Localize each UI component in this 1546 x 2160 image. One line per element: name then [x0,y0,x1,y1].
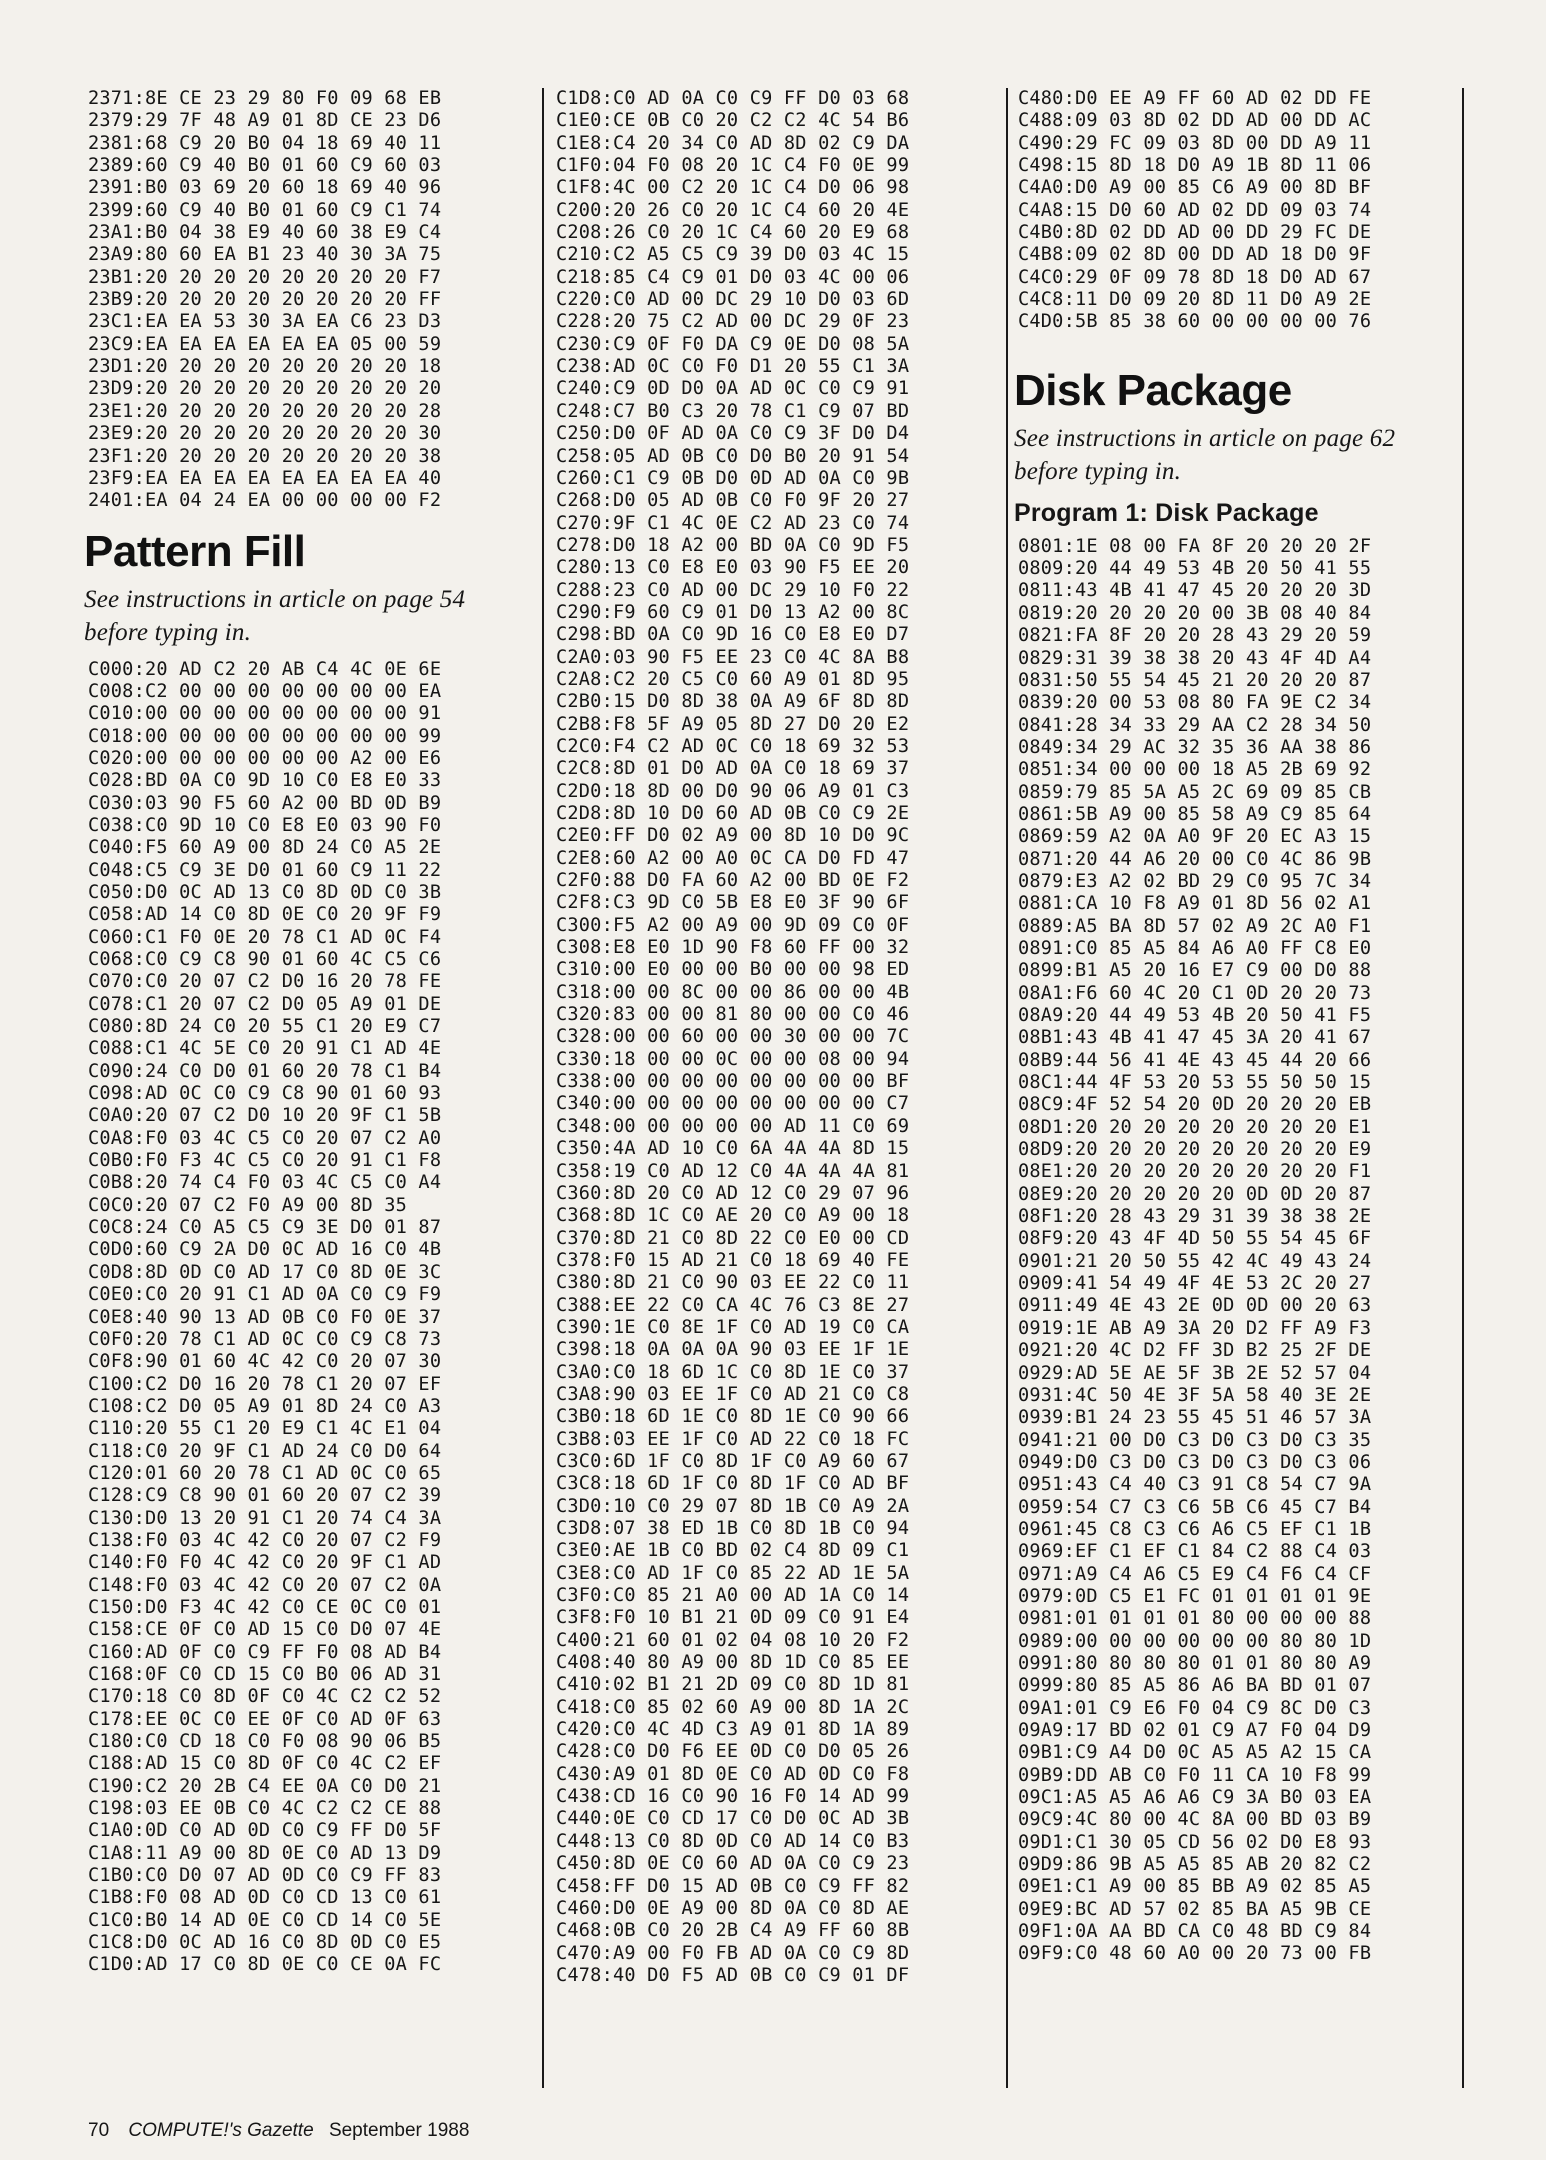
code-line: C0C8:24 C0 A5 C5 C9 3E D0 01 87 [88,1217,442,1239]
code-line: C1E0:CE 0B C0 20 C2 C2 4C 54 B6 [556,110,910,132]
code-line: 2401:EA 04 24 EA 00 00 00 00 F2 [88,490,442,512]
code-line: C428:C0 D0 F6 EE 0D C0 D0 05 26 [556,1741,910,1763]
code-line: C238:AD 0C C0 F0 D1 20 55 C1 3A [556,356,910,378]
code-line: C0A0:20 07 C2 D0 10 20 9F C1 5B [88,1105,442,1127]
code-line: 2399:60 C9 40 B0 01 60 C9 C1 74 [88,199,442,221]
code-line: C200:20 26 C0 20 1C C4 60 20 4E [556,199,910,221]
pattern-fill-listing-end [1018,88,1458,334]
code-line: 23B1:20 20 20 20 20 20 20 20 F7 [88,266,442,288]
code-line: C008:C2 00 00 00 00 00 00 00 EA [88,680,442,702]
code-line: C3F0:C0 85 21 A0 00 AD 1A C0 14 [556,1585,910,1607]
code-line: C110:20 55 C1 20 E9 C1 4C E1 04 [88,1418,442,1440]
code-line: C2D8:8D 10 D0 60 AD 0B C0 C9 2E [556,803,910,824]
code-line: 23D9:20 20 20 20 20 20 20 20 20 [88,378,442,400]
code-line: C3B0:18 6D 1E C0 8D 1E C0 90 66 [556,1406,910,1428]
code-line: 0859:79 85 5A A5 2C 69 09 85 CB [1018,781,1372,803]
code-line: C2C0:F4 C2 AD 0C C0 18 69 32 53 [556,735,910,757]
code-line: 09A9:17 BD 02 01 C9 A7 F0 04 D9 [1018,1720,1372,1741]
code-line: C280:13 C0 E8 E0 03 90 F5 EE 20 [556,557,910,579]
code-line: C090:24 C0 D0 01 60 20 78 C1 B4 [88,1060,442,1082]
code-line: C3D8:07 38 ED 1B C0 8D 1B C0 94 [556,1518,910,1539]
code-line: 2381:68 C9 20 B0 04 18 69 40 11 [88,132,442,154]
code-line: C080:8D 24 C0 20 55 C1 20 E9 C7 [88,1016,442,1038]
code-line: C480:D0 EE A9 FF 60 AD 02 DD FE [1018,88,1372,109]
code-line: C3F8:F0 10 B1 21 0D 09 C0 91 E4 [556,1607,910,1629]
code-line: 09C9:4C 80 00 4C 8A 00 BD 03 B9 [1018,1809,1372,1831]
code-line: 0941:21 00 D0 C3 D0 C3 D0 C3 35 [1018,1429,1372,1451]
code-line: C1D8:C0 AD 0A C0 C9 FF D0 03 68 [556,88,910,109]
code-line: C0D8:8D 0D C0 AD 17 C0 8D 0E 3C [88,1261,442,1283]
code-line: C3A8:90 03 EE 1F C0 AD 21 C0 C8 [556,1383,910,1405]
code-line: C0F0:20 78 C1 AD 0C C0 C9 C8 73 [88,1328,442,1350]
code-line: C228:20 75 C2 AD 00 DC 29 0F 23 [556,311,910,333]
code-line: 23A9:80 60 EA B1 23 40 30 3A 75 [88,244,442,266]
code-line: C260:C1 C9 0B D0 0D AD 0A C0 9B [556,467,910,489]
code-line: C278:D0 18 A2 00 BD 0A C0 9D F5 [556,534,910,556]
code-line: C2F8:C3 9D C0 5B E8 E0 3F 90 6F [556,892,910,914]
code-line: C438:CD 16 C0 90 16 F0 14 AD 99 [556,1786,910,1808]
code-line: 0821:FA 8F 20 20 28 43 29 20 59 [1018,625,1372,647]
code-line: C0C0:20 07 C2 F0 A9 00 8D 35 [88,1194,408,1216]
code-line: C2C8:8D 01 D0 AD 0A C0 18 69 37 [556,758,910,780]
code-line: C158:CE 0F C0 AD 15 C0 D0 07 4E [88,1619,442,1641]
column-divider [1006,88,1008,2088]
code-line: C488:09 03 8D 02 DD AD 00 DD AC [1018,110,1372,132]
code-line: C288:23 C0 AD 00 DC 29 10 F0 22 [556,579,910,601]
column-right [1014,88,1458,1966]
code-line: C160:AD 0F C0 C9 FF F0 08 AD B4 [88,1641,442,1663]
code-line: 0879:E3 A2 02 BD 29 C0 95 7C 34 [1018,870,1372,892]
code-line: 23E9:20 20 20 20 20 20 20 20 30 [88,423,442,445]
code-line: C3A0:C0 18 6D 1C C0 8D 1E C0 37 [556,1361,910,1383]
column-middle [556,88,996,1987]
code-line: 0931:4C 50 4E 3F 5A 58 40 3E 2E [1018,1384,1372,1406]
code-line: C4B8:09 02 8D 00 DD AD 18 D0 9F [1018,244,1372,266]
code-line: C248:C7 B0 C3 20 78 C1 C9 07 BD [556,400,910,422]
code-line: C350:4A AD 10 C0 6A 4A 4A 8D 15 [556,1138,910,1160]
program-name: Disk Package [1155,498,1319,527]
code-line: C108:C2 D0 05 A9 01 8D 24 C0 A3 [88,1395,442,1417]
pattern-fill-listing [88,659,528,1977]
code-line: C308:E8 E0 1D 90 F8 60 FF 00 32 [556,937,910,959]
code-line: C188:AD 15 C0 8D 0F C0 4C C2 EF [88,1753,442,1775]
code-line: 09E1:C1 A9 00 85 BB A9 02 85 A5 [1018,1876,1372,1898]
code-line: C450:8D 0E C0 60 AD 0A C0 C9 23 [556,1853,910,1875]
code-line: 09E9:BC AD 57 02 85 BA A5 9B CE [1018,1898,1372,1920]
code-line: C3C8:18 6D 1F C0 8D 1F C0 AD BF [556,1473,910,1495]
code-line: 0971:A9 C4 A6 C5 E9 C4 F6 C4 CF [1018,1563,1372,1585]
code-line: C378:F0 15 AD 21 C0 18 69 40 FE [556,1249,910,1271]
code-line: C240:C9 0D D0 0A AD 0C C0 C9 91 [556,378,910,400]
code-line: C478:40 D0 F5 AD 0B C0 C9 01 DF [556,1964,910,1986]
code-line: 23C9:EA EA EA EA EA EA 05 00 59 [88,333,442,355]
code-line: 08E1:20 20 20 20 20 20 20 20 F1 [1018,1161,1372,1183]
code-line: C070:C0 20 07 C2 D0 16 20 78 FE [88,971,442,993]
pattern-fill-listing-continued [556,88,996,1987]
code-line: C4D0:5B 85 38 60 00 00 00 00 76 [1018,311,1372,333]
code-line: C210:C2 A5 C5 C9 39 D0 03 4C 15 [556,244,910,266]
code-line: C1A8:11 A9 00 8D 0E C0 AD 13 D9 [88,1842,442,1864]
code-line: C148:F0 03 4C 42 C0 20 07 C2 0A [88,1574,442,1596]
code-line: C100:C2 D0 16 20 78 C1 20 07 EF [88,1373,442,1395]
code-line: C218:85 C4 C9 01 D0 03 4C 00 06 [556,266,910,288]
code-line: C328:00 00 60 00 00 30 00 00 7C [556,1026,910,1048]
code-line: 0949:D0 C3 D0 C3 D0 C3 D0 C3 06 [1018,1451,1372,1473]
code-line: 0909:41 54 49 4F 4E 53 2C 20 27 [1018,1273,1372,1295]
code-line: 23C1:EA EA 53 30 3A EA C6 23 D3 [88,311,442,333]
code-line: 08B1:43 4B 41 47 45 3A 20 41 67 [1018,1027,1372,1049]
code-line: C340:00 00 00 00 00 00 00 00 C7 [556,1093,910,1115]
code-line: 0861:5B A9 00 85 58 A9 C9 85 64 [1018,803,1372,825]
code-line: 0981:01 01 01 01 80 00 00 00 88 [1018,1608,1372,1630]
code-line: C2E0:FF D0 02 A9 00 8D 10 D0 9C [556,825,910,847]
code-line: C258:05 AD 0B C0 D0 B0 20 91 54 [556,445,910,467]
code-line: C368:8D 1C C0 AE 20 C0 A9 00 18 [556,1205,910,1227]
code-line: C300:F5 A2 00 A9 00 9D 09 C0 0F [556,914,910,936]
code-line: C318:00 00 8C 00 00 86 00 00 4B [556,981,910,1003]
code-line: 2391:B0 03 69 20 60 18 69 40 96 [88,177,442,199]
code-line: 23D1:20 20 20 20 20 20 20 20 18 [88,356,442,378]
code-line: C010:00 00 00 00 00 00 00 00 91 [88,703,442,725]
code-line: C0B0:F0 F3 4C C5 C0 20 91 C1 F8 [88,1150,442,1172]
code-line: C1B8:F0 08 AD 0D C0 CD 13 C0 61 [88,1887,442,1909]
code-line: 0991:80 80 80 80 01 01 80 80 A9 [1018,1652,1372,1674]
code-line: C0E8:40 90 13 AD 0B C0 F0 0E 37 [88,1306,442,1328]
code-line: C058:AD 14 C0 8D 0E C0 20 9F F9 [88,904,442,926]
code-line: C360:8D 20 C0 AD 12 C0 29 07 96 [556,1182,910,1204]
code-line: 0961:45 C8 C3 C6 A6 C5 EF C1 1B [1018,1518,1372,1540]
code-line: C338:00 00 00 00 00 00 00 00 BF [556,1071,910,1093]
code-line: 08E9:20 20 20 20 20 0D 0D 20 87 [1018,1183,1372,1205]
code-line: C168:0F C0 CD 15 C0 B0 06 AD 31 [88,1664,442,1685]
code-line: 0869:59 A2 0A A0 9F 20 EC A3 15 [1018,826,1372,848]
code-line: 2379:29 7F 48 A9 01 8D CE 23 D6 [88,110,442,132]
code-line: 0881:CA 10 F8 A9 01 8D 56 02 A1 [1018,893,1372,915]
code-line: C498:15 8D 18 D0 A9 1B 8D 11 06 [1018,155,1372,177]
code-line: C468:0B C0 20 2B C4 A9 FF 60 8B [556,1920,910,1942]
code-line: C418:C0 85 02 60 A9 00 8D 1A 2C [556,1696,910,1718]
code-line: C0B8:20 74 C4 F0 03 4C C5 C0 A4 [88,1172,442,1194]
code-line: C138:F0 03 4C 42 C0 20 07 C2 F9 [88,1529,442,1551]
code-line: C208:26 C0 20 1C C4 60 20 E9 68 [556,222,910,244]
code-line: C1F8:4C 00 C2 20 1C C4 D0 06 98 [556,177,910,199]
program-title [1014,498,1458,528]
code-line: C020:00 00 00 00 00 00 A2 00 E6 [88,747,442,769]
code-line: C250:D0 0F AD 0A C0 C9 3F D0 D4 [556,423,910,445]
code-line: C298:BD 0A C0 9D 16 C0 E8 E0 D7 [556,624,910,646]
column-divider [542,88,544,2088]
code-line: C1B0:C0 D0 07 AD 0D C0 C9 FF 83 [88,1865,442,1887]
code-line: C048:C5 C9 3E D0 01 60 C9 11 22 [88,859,442,881]
code-line: C380:8D 21 C0 90 03 EE 22 C0 11 [556,1272,910,1294]
code-line: 09D9:86 9B A5 A5 85 AB 20 82 C2 [1018,1854,1372,1876]
code-line: C348:00 00 00 00 00 AD 11 C0 69 [556,1115,910,1137]
code-line: C028:BD 0A C0 9D 10 C0 E8 E0 33 [88,770,442,792]
code-line: 0831:50 55 54 45 21 20 20 20 87 [1018,669,1372,691]
code-line: C290:F9 60 C9 01 D0 13 A2 00 8C [556,601,910,623]
code-line: 0989:00 00 00 00 00 00 80 80 1D [1018,1630,1372,1652]
code-line: C098:AD 0C C0 C9 C8 90 01 60 93 [88,1083,442,1105]
code-line: C440:0E C0 CD 17 C0 D0 0C AD 3B [556,1808,910,1830]
code-line: C170:18 C0 8D 0F C0 4C C2 C2 52 [88,1686,442,1708]
column-left [84,88,528,1977]
code-line: C448:13 C0 8D 0D C0 AD 14 C0 B3 [556,1830,910,1852]
code-line: C3D0:10 C0 29 07 8D 1B C0 A9 2A [556,1495,910,1517]
code-line: C050:D0 0C AD 13 C0 8D 0D C0 3B [88,881,442,903]
code-line: C0F8:90 01 60 4C 42 C0 20 07 30 [88,1351,442,1373]
code-line: 08D1:20 20 20 20 20 20 20 20 E1 [1018,1116,1372,1138]
code-line: C3E8:C0 AD 1F C0 85 22 AD 1E 5A [556,1562,910,1584]
code-line: C400:21 60 01 02 04 08 10 20 F2 [556,1629,910,1651]
code-line: 0911:49 4E 43 2E 0D 0D 00 20 63 [1018,1295,1372,1317]
code-line: C2E8:60 A2 00 A0 0C CA D0 FD 47 [556,847,910,869]
code-line: C4A8:15 D0 60 AD 02 DD 09 03 74 [1018,199,1372,221]
code-line: C3C0:6D 1F C0 8D 1F C0 A9 60 67 [556,1450,910,1472]
code-line: 0889:A5 BA 8D 57 02 A9 2C A0 F1 [1018,915,1372,937]
code-line: C1D0:AD 17 C0 8D 0E C0 CE 0A FC [88,1954,442,1976]
code-line: C270:9F C1 4C 0E C2 AD 23 C0 74 [556,512,910,534]
code-line: C320:83 00 00 81 80 00 00 C0 46 [556,1004,910,1026]
disk-package-heading: Disk Package [1014,365,1292,415]
code-line: C118:C0 20 9F C1 AD 24 C0 D0 64 [88,1440,442,1462]
code-line: C1A0:0D C0 AD 0D C0 C9 FF D0 5F [88,1820,442,1842]
code-line: 23F1:20 20 20 20 20 20 20 20 38 [88,445,442,467]
code-line: C1E8:C4 20 34 C0 AD 8D 02 C9 DA [556,132,910,154]
code-line: 09B9:DD AB C0 F0 11 CA 10 F8 99 [1018,1764,1372,1786]
code-line: C2D0:18 8D 00 D0 90 06 A9 01 C3 [556,780,910,802]
code-line: 0871:20 44 A6 20 00 C0 4C 86 9B [1018,848,1372,870]
code-line: C0D0:60 C9 2A D0 0C AD 16 C0 4B [88,1239,442,1261]
code-line: C040:F5 60 A9 00 8D 24 C0 A5 2E [88,837,442,859]
code-line: C390:1E C0 8E 1F C0 AD 19 C0 CA [556,1316,910,1338]
pattern-fill-intro: See instructions in article on page 54 before typing in. [84,585,466,646]
code-line: C2F0:88 D0 FA 60 A2 00 BD 0E F2 [556,870,910,892]
code-line: C268:D0 05 AD 0B C0 F0 9F 20 27 [556,490,910,512]
code-line: 08C1:44 4F 53 20 53 55 50 50 15 [1018,1072,1372,1094]
code-line: 0841:28 34 33 29 AA C2 28 34 50 [1018,714,1372,736]
code-line: C0A8:F0 03 4C C5 C0 20 07 C2 A0 [88,1127,442,1149]
code-line: C4C8:11 D0 09 20 8D 11 D0 A9 2E [1018,289,1372,311]
code-line: C130:D0 13 20 91 C1 20 74 C4 3A [88,1507,442,1529]
code-line: 23B9:20 20 20 20 20 20 20 20 FF [88,289,442,311]
code-line: 09B1:C9 A4 D0 0C A5 A5 A2 15 CA [1018,1742,1372,1764]
code-line: 09F9:C0 48 60 A0 00 20 73 00 FB [1018,1943,1372,1965]
code-line: 23F9:EA EA EA EA EA EA EA EA 40 [88,467,442,489]
code-line: C420:C0 4C 4D C3 A9 01 8D 1A 89 [556,1719,910,1741]
code-line: 0819:20 20 20 20 00 3B 08 40 84 [1018,602,1372,624]
code-line: 08F9:20 43 4F 4D 50 55 54 45 6F [1018,1228,1372,1250]
code-line: 08B9:44 56 41 4E 43 45 44 20 66 [1018,1049,1372,1071]
code-line: 0839:20 00 53 08 80 FA 9E C2 34 [1018,692,1372,714]
code-line: C088:C1 4C 5E C0 20 91 C1 AD 4E [88,1038,442,1060]
code-line: C060:C1 F0 0E 20 78 C1 AD 0C F4 [88,926,442,948]
code-line: 2371:8E CE 23 29 80 F0 09 68 EB [88,88,442,109]
disk-package-intro: See instructions in article on page 62 before typing in. [1014,424,1396,485]
code-line: C230:C9 0F F0 DA C9 0E D0 08 5A [556,333,910,355]
code-line: 0809:20 44 49 53 4B 20 50 41 55 [1018,558,1372,580]
code-line: 08F1:20 28 43 29 31 39 38 38 2E [1018,1206,1372,1228]
page-footer [88,2120,469,2142]
page-number: 70 [88,2120,110,2141]
code-line: C410:02 B1 21 2D 09 C0 8D 1D 81 [556,1674,910,1696]
code-line: C2B8:F8 5F A9 05 8D 27 D0 20 E2 [556,713,910,735]
pattern-fill-heading: Pattern Fill [84,526,306,576]
code-line: 0849:34 29 AC 32 35 36 AA 38 86 [1018,736,1372,758]
code-line: C198:03 EE 0B C0 4C C2 C2 CE 88 [88,1798,442,1820]
code-line: 0921:20 4C D2 FF 3D B2 25 2F DE [1018,1340,1372,1362]
code-line: 0999:80 85 A5 86 A6 BA BD 01 07 [1018,1675,1372,1697]
listing-continued [88,88,528,513]
code-line: 0811:43 4B 41 47 45 20 20 20 3D [1018,580,1372,602]
publication-name: COMPUTE!'s Gazette [128,2120,314,2141]
code-line: C128:C9 C8 90 01 60 20 07 C2 39 [88,1485,442,1507]
code-line: C3E0:AE 1B C0 BD 02 C4 8D 09 C1 [556,1540,910,1562]
code-line: C150:D0 F3 4C 42 C0 CE 0C C0 01 [88,1596,442,1618]
code-line: 0919:1E AB A9 3A 20 D2 FF A9 F3 [1018,1317,1372,1339]
code-line: C018:00 00 00 00 00 00 00 00 99 [88,725,442,747]
code-line: 0899:B1 A5 20 16 E7 C9 00 D0 88 [1018,960,1372,982]
code-line: C3B8:03 EE 1F C0 AD 22 C0 18 FC [556,1428,910,1450]
code-line: C180:C0 CD 18 C0 F0 08 90 06 B5 [88,1731,442,1753]
code-line: C358:19 C0 AD 12 C0 4A 4A 4A 81 [556,1160,910,1182]
code-line: C460:D0 0E A9 00 8D 0A C0 8D AE [556,1897,910,1919]
code-line: 08D9:20 20 20 20 20 20 20 20 E9 [1018,1139,1372,1161]
issue-date: September 1988 [328,2120,470,2141]
code-line: C220:C0 AD 00 DC 29 10 D0 03 6D [556,289,910,311]
code-line: C1F0:04 F0 08 20 1C C4 F0 0E 99 [556,155,910,177]
disk-package-listing [1018,536,1458,1966]
code-line: C068:C0 C9 C8 90 01 60 4C C5 C6 [88,949,442,970]
code-line: 2389:60 C9 40 B0 01 60 C9 60 03 [88,155,442,177]
code-line: C330:18 00 00 0C 00 00 08 00 94 [556,1048,910,1070]
code-line: C4C0:29 0F 09 78 8D 18 D0 AD 67 [1018,266,1372,288]
code-line: C4A0:D0 A9 00 85 C6 A9 00 8D BF [1018,177,1372,199]
code-line: C2A0:03 90 F5 EE 23 C0 4C 8A B8 [556,646,910,668]
code-line: C370:8D 21 C0 8D 22 C0 E0 00 CD [556,1227,910,1249]
code-line: C120:01 60 20 78 C1 AD 0C C0 65 [88,1462,442,1484]
code-line: 0959:54 C7 C3 C6 5B C6 45 C7 B4 [1018,1496,1372,1518]
code-line: C1C8:D0 0C AD 16 C0 8D 0D C0 E5 [88,1932,442,1954]
code-line: 09D1:C1 30 05 CD 56 02 D0 E8 93 [1018,1831,1372,1853]
code-line: C470:A9 00 F0 FB AD 0A C0 C9 8D [556,1942,910,1964]
code-line: C140:F0 F0 4C 42 C0 20 9F C1 AD [88,1552,442,1574]
program-label: Program 1: [1014,498,1148,527]
column-divider [1462,88,1464,2088]
code-line: C408:40 80 A9 00 8D 1D C0 85 EE [556,1652,910,1674]
code-line: C398:18 0A 0A 0A 90 03 EE 1F 1E [556,1339,910,1361]
code-line: 0829:31 39 38 38 20 43 4F 4D A4 [1018,647,1372,669]
code-line: C1C0:B0 14 AD 0E C0 CD 14 C0 5E [88,1909,442,1931]
code-line: C078:C1 20 07 C2 D0 05 A9 01 DE [88,993,442,1015]
code-line: C038:C0 9D 10 C0 E8 E0 03 90 F0 [88,814,442,836]
code-line: C0E0:C0 20 91 C1 AD 0A C0 C9 F9 [88,1284,442,1306]
code-line: C000:20 AD C2 20 AB C4 4C 0E 6E [88,658,442,680]
code-line: C178:EE 0C C0 EE 0F C0 AD 0F 63 [88,1708,442,1730]
code-line: C430:A9 01 8D 0E C0 AD 0D C0 F8 [556,1763,910,1785]
code-line: 0939:B1 24 23 55 45 51 46 57 3A [1018,1407,1372,1429]
code-line: 09A1:01 C9 E6 F0 04 C9 8C D0 C3 [1018,1697,1372,1719]
code-line: 23A1:B0 04 38 E9 40 60 38 E9 C4 [88,222,442,244]
code-line: C4B0:8D 02 DD AD 00 DD 29 FC DE [1018,222,1372,244]
code-line: 0979:0D C5 E1 FC 01 01 01 01 9E [1018,1585,1372,1607]
code-line: 23E1:20 20 20 20 20 20 20 20 28 [88,400,442,422]
code-line: 08A9:20 44 49 53 4B 20 50 41 F5 [1018,1005,1372,1026]
code-line: C190:C2 20 2B C4 EE 0A C0 D0 21 [88,1775,442,1797]
code-line: 0801:1E 08 00 FA 8F 20 20 20 2F [1018,535,1372,557]
code-line: C2A8:C2 20 C5 C0 60 A9 01 8D 95 [556,668,910,690]
code-line: 0969:EF C1 EF C1 84 C2 88 C4 03 [1018,1541,1372,1563]
code-line: C2B0:15 D0 8D 38 0A A9 6F 8D 8D [556,691,910,713]
code-line: 09F1:0A AA BD CA C0 48 BD C9 84 [1018,1921,1372,1943]
code-line: 0851:34 00 00 00 18 A5 2B 69 92 [1018,759,1372,781]
code-line: C458:FF D0 15 AD 0B C0 C9 FF 82 [556,1875,910,1897]
code-line: 08C9:4F 52 54 20 0D 20 20 20 EB [1018,1094,1372,1116]
code-line: 0891:C0 85 A5 84 A6 A0 FF C8 E0 [1018,937,1372,959]
code-line: C030:03 90 F5 60 A2 00 BD 0D B9 [88,792,442,814]
code-line: 0929:AD 5E AE 5F 3B 2E 52 57 04 [1018,1362,1372,1384]
code-line: 08A1:F6 60 4C 20 C1 0D 20 20 73 [1018,982,1372,1004]
code-line: 09C1:A5 A5 A6 A6 C9 3A B0 03 EA [1018,1787,1372,1809]
code-line: C388:EE 22 C0 CA 4C 76 C3 8E 27 [556,1294,910,1316]
code-line: C310:00 E0 00 00 B0 00 00 98 ED [556,959,910,981]
code-line: C490:29 FC 09 03 8D 00 DD A9 11 [1018,132,1372,154]
code-line: 0901:21 20 50 55 42 4C 49 43 24 [1018,1250,1372,1272]
code-line: 0951:43 C4 40 C3 91 C8 54 C7 9A [1018,1474,1372,1496]
